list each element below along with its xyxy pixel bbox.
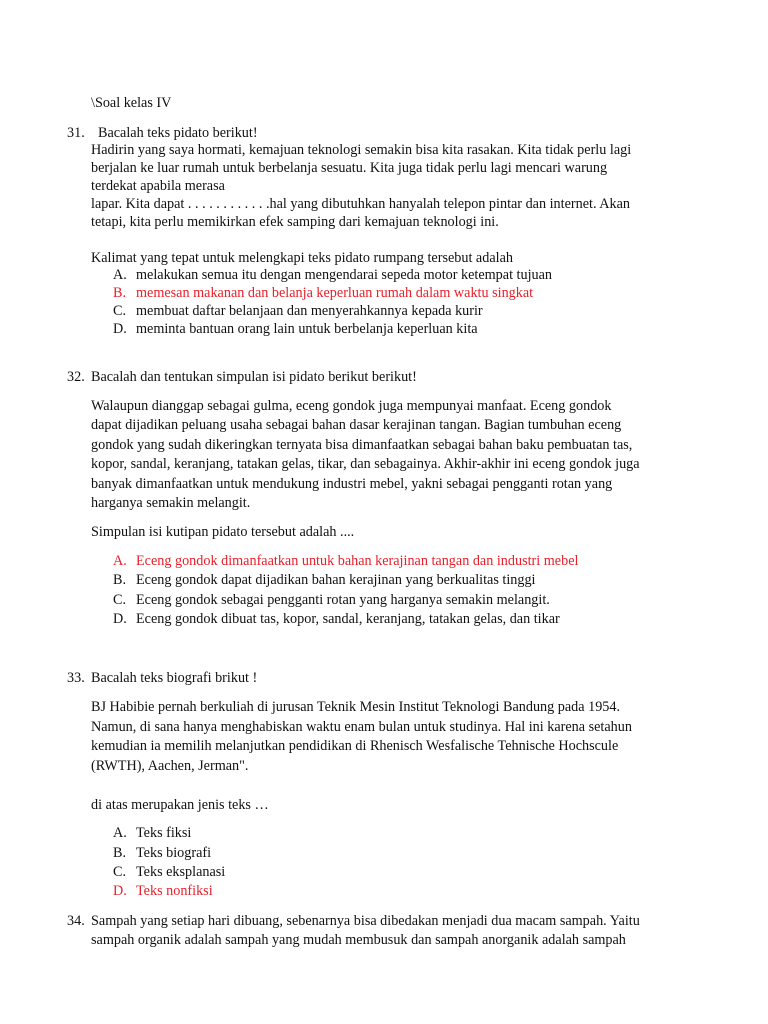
- question-prompt: Bacalah teks biografi brikut !: [91, 670, 258, 686]
- option-label: C.: [113, 303, 127, 319]
- option-label: C.: [113, 864, 127, 880]
- passage-line: kemudian ia memilih melanjutkan pendidikan di Rhenisch Wesfalische Tehnische Hochscule: [91, 738, 619, 754]
- option-text: Eceng gondok sebagai pengganti rotan yang harganya semakin melangit.: [136, 592, 550, 608]
- option-text: meminta bantuan orang lain untuk berbelanja keperluan kita: [136, 321, 478, 337]
- passage-line: banyak dimanfaatkan untuk mendukung industri mebel, yakni sebagai pengganti rotan yang: [91, 476, 613, 492]
- option-text: Teks nonfiksi: [136, 883, 213, 899]
- option-label: D.: [113, 883, 127, 899]
- passage-line: berjalan ke luar rumah untuk berbelanja sesuatu. Kita juga tidak perlu lagi mencari warung: [91, 160, 608, 176]
- option-text: Eceng gondok dapat dijadikan bahan kerajinan yang berkualitas tinggi: [136, 572, 536, 588]
- option-text: memesan makanan dan belanja keperluan rumah dalam waktu singkat: [136, 285, 534, 301]
- passage-line: Hadirin yang saya hormati, kemajuan teknologi semakin bisa kita rasakan. Kita tidak perlu lagi: [91, 142, 632, 158]
- passage-line: lapar. Kita dapat . . . . . . . . . . . .hal yang dibutuhkan hanyalah telepon pintar dan internet. Akan: [91, 196, 630, 212]
- passage-line: Namun, di sana hanya menghabiskan waktu enam bulan untuk studinya. Hal ini karena setahun: [91, 719, 632, 735]
- question-prompt: Bacalah teks pidato berikut!: [98, 125, 258, 141]
- option-text: Eceng gondok dimanfaatkan untuk bahan kerajinan tangan dan industri mebel: [136, 553, 579, 569]
- option-label: B.: [113, 572, 127, 588]
- option-label: B.: [113, 845, 127, 861]
- passage-line: tetapi, kita perlu memikirkan efek samping dari kemajuan teknologi ini.: [91, 214, 499, 230]
- passage-line: (RWTH), Aachen, Jerman".: [91, 758, 249, 774]
- passage-line: Walaupun dianggap sebagai gulma, eceng gondok juga mempunyai manfaat. Eceng gondok: [91, 398, 612, 414]
- option-label: A.: [113, 267, 127, 283]
- page-header: \Soal kelas IV: [91, 95, 172, 111]
- option-text: Teks biografi: [136, 845, 212, 861]
- question-text: Kalimat yang tepat untuk melengkapi teks pidato rumpang tersebut adalah: [91, 250, 513, 266]
- option-label: D.: [113, 321, 127, 337]
- question-text: Simpulan isi kutipan pidato tersebut adalah ....: [91, 524, 355, 540]
- question-text: di atas merupakan jenis teks …: [91, 797, 269, 813]
- question-number: 31.: [67, 125, 85, 141]
- option-text: Eceng gondok dibuat tas, kopor, sandal, keranjang, tatakan gelas, dan tikar: [136, 611, 560, 627]
- option-label: C.: [113, 592, 127, 608]
- question-text-line: Sampah yang setiap hari dibuang, sebenarnya bisa dibedakan menjadi dua macam sampah. Yaitu: [91, 913, 640, 929]
- option-label: D.: [113, 611, 127, 627]
- passage-line: dapat dijadikan peluang usaha sebagai bahan dasar kerajinan tangan. Bagian tumbuhan eceng: [91, 417, 622, 433]
- option-label: A.: [113, 553, 127, 569]
- passage-line: harganya semakin melangit.: [91, 495, 251, 511]
- question-number: 34.: [67, 913, 85, 929]
- question-number: 32.: [67, 369, 85, 385]
- passage-line: BJ Habibie pernah berkuliah di jurusan Teknik Mesin Institut Teknologi Bandung pada 1954.: [91, 699, 621, 715]
- option-label: A.: [113, 825, 127, 841]
- question-text-line: sampah organik adalah sampah yang mudah membusuk dan sampah anorganik adalah sampah: [91, 932, 626, 948]
- option-text: membuat daftar belanjaan dan menyerahkannya kepada kurir: [136, 303, 483, 319]
- passage-line: terdekat apabila merasa: [91, 178, 225, 194]
- option-text: melakukan semua itu dengan mengendarai sepeda motor ketempat tujuan: [136, 267, 553, 283]
- passage-line: kopor, sandal, keranjang, tatakan gelas, tikar, dan sebagainya. Akhir-akhir ini eceng gondok juga: [91, 456, 640, 472]
- option-text: Teks eksplanasi: [136, 864, 226, 880]
- question-number: 33.: [67, 670, 85, 686]
- option-text: Teks fiksi: [136, 825, 192, 841]
- question-prompt: Bacalah dan tentukan simpulan isi pidato berikut berikut!: [91, 369, 417, 385]
- option-label: B.: [113, 285, 127, 301]
- passage-line: gondok yang sudah dikeringkan ternyata bisa dimanfaatkan sebagai bahan baku pembuatan tas,: [91, 437, 633, 453]
